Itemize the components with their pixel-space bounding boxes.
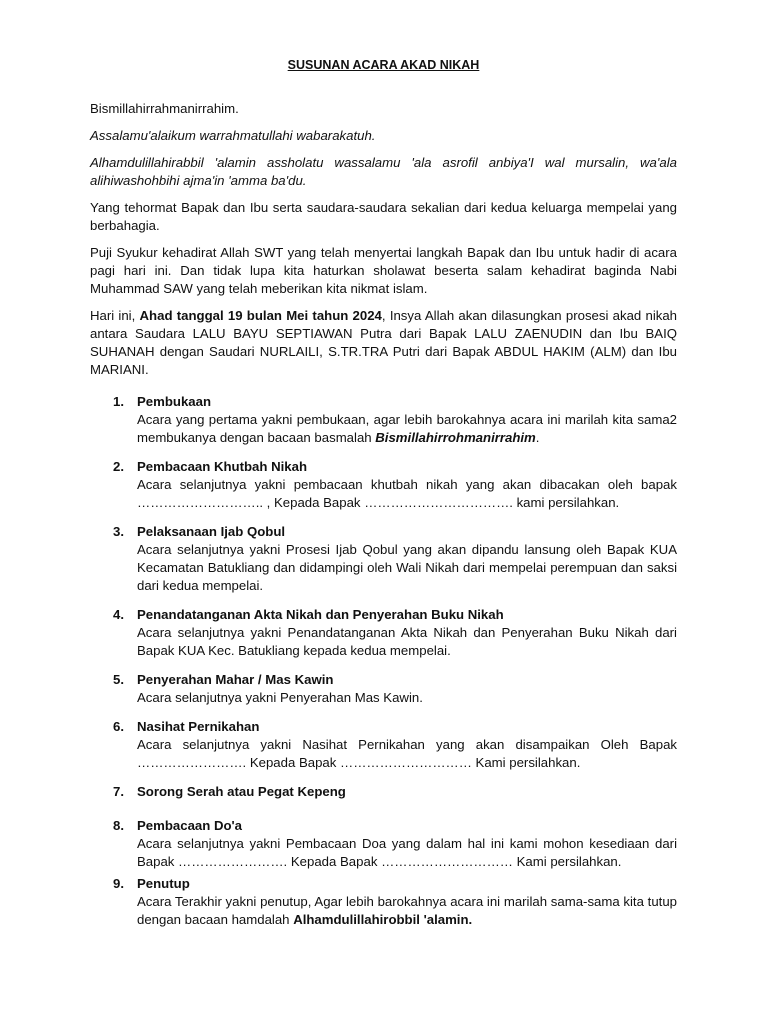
agenda-emphasis: Bismillahirrohmanirrahim xyxy=(375,430,536,445)
agenda-description: Acara selanjutnya yakni Penyerahan Mas Kawin. xyxy=(137,690,423,705)
agenda-item-penutup xyxy=(90,875,677,929)
agenda-description: Acara selanjutnya yakni Penandatanganan Akta Nikah dan Penyerahan Buku Nikah dari Bapak KUA Kec. Batukliang kepada kedua mempelai. xyxy=(137,625,677,658)
agenda-description-tail: . xyxy=(535,430,540,445)
agenda-list xyxy=(90,393,677,929)
agenda-closing-phrase: Alhamdulillahirobbil 'alamin. xyxy=(293,912,473,927)
agenda-heading: Penyerahan Mahar / Mas Kawin xyxy=(137,672,334,687)
agenda-description: Acara selanjutnya yakni Prosesi Ijab Qobul yang akan dipandu lansung oleh Bapak KUA Kecamatan Batukliang dan didampingi oleh Wali Nikah dari mempelai perempuan dan saksi dari kedua mempelai. xyxy=(137,542,677,593)
hamdalah-paragraph: Alhamdulillahirabbil 'alamin assholatu wassalamu 'ala asrofil anbiya'I wal mursalin, wa'ala alihiwashohbihi ajma'in 'amma ba'du. xyxy=(90,155,677,188)
agenda-description: Acara selanjutnya yakni pembacaan khutbah nikah yang akan dibacakan oleh bapak ……………………….. , Kepada Bapak ……………………………. kami persilahkan. xyxy=(137,477,677,510)
agenda-heading: Pembacaan Khutbah Nikah xyxy=(137,459,308,474)
agenda-number: 8. xyxy=(113,818,124,833)
agenda-number: 4. xyxy=(113,607,124,622)
announcement-paragraph xyxy=(90,307,677,379)
agenda-heading: Pembukaan xyxy=(137,394,212,409)
agenda-item-pembukaan xyxy=(90,393,677,447)
agenda-heading: Penandatanganan Akta Nikah dan Penyerahan Buku Nikah xyxy=(137,607,504,622)
agenda-heading: Nasihat Pernikahan xyxy=(137,719,260,734)
agenda-item-doa xyxy=(90,817,677,871)
agenda-description: Acara selanjutnya yakni Nasihat Pernikahan yang akan disampaikan Oleh Bapak ……………………. Kepada Bapak ………………………… Kami persilahkan. xyxy=(137,737,677,770)
agenda-description xyxy=(137,893,677,929)
salam-line: Assalamu'alaikum warrahmatullahi wabarakatuh. xyxy=(90,128,376,143)
agenda-number: 7. xyxy=(113,784,124,799)
agenda-heading: Sorong Serah atau Pegat Kepeng xyxy=(137,784,346,799)
agenda-item-ijab-qobul xyxy=(90,523,677,595)
document-title: SUSUNAN ACARA AKAD NIKAH xyxy=(287,58,480,72)
announcement-date: Ahad tanggal 19 bulan Mei tahun 2024 xyxy=(139,308,382,323)
announcement-pre: Hari ini, xyxy=(90,308,140,323)
agenda-number: 5. xyxy=(113,672,124,687)
agenda-number: 6. xyxy=(113,719,124,734)
agenda-number: 9. xyxy=(113,876,124,891)
agenda-heading: Penutup xyxy=(137,876,190,891)
agenda-number: 3. xyxy=(113,524,124,539)
agenda-item-nasihat xyxy=(90,718,677,772)
bismillah-line: Bismillahirrahmanirrahim. xyxy=(90,101,239,116)
agenda-item-khutbah xyxy=(90,458,677,512)
agenda-heading: Pelaksanaan Ijab Qobul xyxy=(137,524,286,539)
gratitude-paragraph: Puji Syukur kehadirat Allah SWT yang telah menyertai langkah Bapak dan Ibu untuk hadir di acara pagi hari ini. Dan tidak lupa kita haturkan sholawat beserta salam kehadirat baginda Nabi Muhammad SAW yang telah meberikan kita nikmat islam. xyxy=(90,245,677,296)
agenda-item-akta-nikah xyxy=(90,606,677,660)
greeting-paragraph: Yang tehormat Bapak dan Ibu serta saudara-saudara sekalian dari kedua keluarga mempelai yang berbahagia. xyxy=(90,200,677,233)
agenda-number: 1. xyxy=(113,394,124,409)
agenda-heading: Pembacaan Do'a xyxy=(137,818,243,833)
agenda-description-text: Acara yang pertama yakni pembukaan, agar lebih barokahnya acara ini marilah kita sama2 membukanya dengan bacaan basmalah xyxy=(137,412,677,445)
agenda-item-sorong-serah xyxy=(90,783,677,801)
agenda-number: 2. xyxy=(113,459,124,474)
agenda-item-mahar xyxy=(90,671,677,707)
announcement-post: , Insya Allah akan dilasungkan prosesi akad nikah antara Saudara LALU BAYU SEPTIAWAN Putra dari Bapak LALU ZAENUDIN dan Ibu BAIQ SUHANAH dengan Saudari NURLAILI, S.TR.TRA Putri dari Bapak ABDUL HAKIM (ALM) dan Ibu MARIANI. xyxy=(90,308,678,377)
document-page xyxy=(90,50,677,940)
agenda-description xyxy=(137,411,677,447)
agenda-description-text: Acara Terakhir yakni penutup, Agar lebih barokahnya acara ini marilah sama-sama kita tutup dengan bacaan hamdalah xyxy=(137,894,677,927)
agenda-description: Acara selanjutnya yakni Pembacaan Doa yang dalam hal ini kami mohon kesediaan dari Bapak ……………………. Kepada Bapak ………………………… Kami persilahkan. xyxy=(137,836,677,869)
